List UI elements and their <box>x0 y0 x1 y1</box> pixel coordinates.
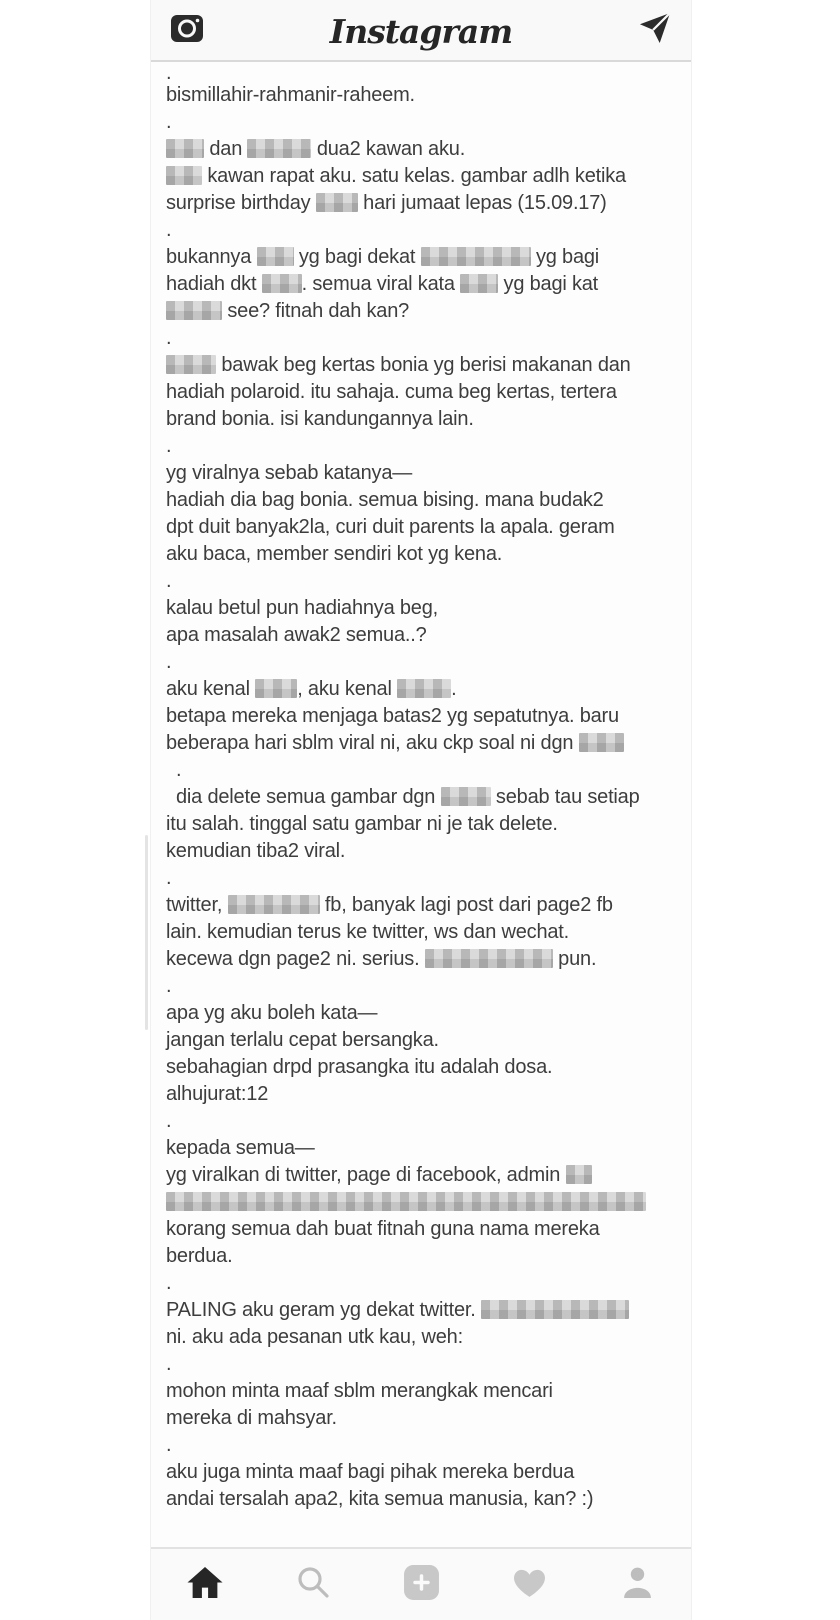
caption-text: andai tersalah apa2, kita semua manusia, kan? :) <box>166 1488 594 1510</box>
caption-line <box>166 784 685 811</box>
caption-text: . <box>166 1110 172 1132</box>
caption-text: sebab tau setiap <box>490 786 640 808</box>
censored-name-blur <box>166 1192 646 1211</box>
caption-line <box>166 622 685 649</box>
caption-line <box>166 1081 685 1108</box>
caption-line <box>166 244 685 271</box>
caption-text: pun. <box>552 948 597 970</box>
caption-line <box>166 1243 685 1270</box>
caption-line <box>166 352 685 379</box>
caption-text: . <box>166 651 172 673</box>
caption-text: . <box>166 1272 172 1294</box>
censored-name-blur <box>460 274 498 293</box>
caption-text: beberapa hari sblm viral ni, aku ckp soal ni dgn <box>166 732 579 754</box>
caption-text: . <box>166 327 172 349</box>
caption-line <box>166 1270 685 1297</box>
censored-name-blur <box>166 301 222 320</box>
caption-text: sebahagian drpd prasangka itu adalah dosa. <box>166 1056 553 1078</box>
censored-name-blur <box>257 247 294 266</box>
caption-line <box>166 676 685 703</box>
top-nav-bar <box>151 0 691 62</box>
caption-line <box>166 163 685 190</box>
caption-line <box>166 1432 685 1459</box>
censored-name-blur <box>166 166 202 185</box>
caption-line <box>166 460 685 487</box>
caption-line <box>166 1027 685 1054</box>
censored-name-blur <box>316 193 358 212</box>
caption-line <box>166 973 685 1000</box>
caption-text: . <box>166 975 172 997</box>
caption-text: dia delete semua gambar dgn <box>176 786 441 808</box>
caption-text: hadiah polaroid. itu sahaja. cuma beg kertas, tertera <box>166 381 617 403</box>
caption-text: yg bagi dekat <box>293 246 421 268</box>
caption-line <box>166 730 685 757</box>
censored-name-blur <box>425 949 553 968</box>
instagram-app <box>150 0 692 1620</box>
censored-name-blur <box>481 1300 629 1319</box>
caption-text: lain. kemudian terus ke twitter, ws dan wechat. <box>166 921 570 943</box>
caption-text: kepada semua— <box>166 1137 315 1159</box>
tab-new-post[interactable] <box>367 1549 475 1620</box>
caption-text: aku baca, member sendiri kot yg kena. <box>166 543 503 565</box>
caption-line <box>166 757 685 784</box>
caption-line <box>166 865 685 892</box>
heart-icon <box>511 1566 548 1604</box>
caption-line <box>166 919 685 946</box>
caption-text: kemudian tiba2 viral. <box>166 840 346 862</box>
censored-name-blur <box>441 787 491 806</box>
caption-line <box>166 271 685 298</box>
caption-text: apa yg aku boleh kata— <box>166 1002 378 1024</box>
camera-button[interactable] <box>169 12 205 48</box>
caption-line <box>166 325 685 352</box>
profile-icon <box>621 1565 654 1605</box>
caption-text: jangan terlalu cepat bersangka. <box>166 1029 439 1051</box>
caption-line <box>166 649 685 676</box>
caption-text: , aku kenal <box>297 678 398 700</box>
caption-line <box>166 1054 685 1081</box>
caption-line <box>166 190 685 217</box>
caption-line <box>166 1162 685 1189</box>
caption-text: korang semua dah buat fitnah guna nama mereka <box>166 1218 600 1240</box>
direct-messages-button[interactable] <box>637 12 673 48</box>
caption-line <box>166 1405 685 1432</box>
caption-line <box>166 217 685 244</box>
caption-text: brand bonia. isi kandungannya lain. <box>166 408 474 430</box>
caption-text: dua2 kawan aku. <box>311 138 466 160</box>
caption-line <box>166 703 685 730</box>
tab-search[interactable] <box>259 1549 367 1620</box>
plus-square-icon <box>403 1564 440 1606</box>
caption-line <box>166 1000 685 1027</box>
caption-line <box>166 514 685 541</box>
censored-name-blur <box>247 139 311 158</box>
caption-text: bawak beg kertas bonia yg berisi makanan dan <box>216 354 631 376</box>
caption-text: . <box>166 570 172 592</box>
caption-text: . <box>166 219 172 241</box>
caption-text: yg viralkan di twitter, page di facebook, admin <box>166 1164 566 1186</box>
caption-text: hari jumaat lepas (15.09.17) <box>357 192 607 214</box>
caption-text: bismillahir-rahmanir-raheem. <box>166 84 415 106</box>
caption-line <box>166 62 685 84</box>
search-icon <box>296 1565 330 1604</box>
caption-text: ni. aku ada pesanan utk kau, weh: <box>166 1326 463 1348</box>
caption-text: betapa mereka menjaga batas2 yg sepatutnya. baru <box>166 705 619 727</box>
caption-line <box>166 487 685 514</box>
caption-text: aku kenal <box>166 678 256 700</box>
bottom-tab-bar <box>151 1547 691 1620</box>
caption-text: . <box>166 867 172 889</box>
caption-text: berdua. <box>166 1245 233 1267</box>
caption-text: . <box>166 111 172 133</box>
caption-text: hadiah dia bag bonia. semua bising. mana budak2 <box>166 489 604 511</box>
caption-line <box>166 82 685 109</box>
caption-line <box>166 1486 685 1513</box>
censored-name-blur <box>421 247 531 266</box>
caption-line <box>166 109 685 136</box>
caption-text: yg bagi <box>530 246 600 268</box>
caption-line <box>166 811 685 838</box>
scroll-indicator <box>145 835 148 1030</box>
caption-text: surprise birthday <box>166 192 316 214</box>
caption-text: apa masalah awak2 semua..? <box>166 624 427 646</box>
censored-name-blur <box>566 1165 592 1184</box>
caption-text: fb, banyak lagi post dari page2 fb <box>319 894 613 916</box>
censored-name-blur <box>262 274 302 293</box>
caption-line <box>166 1189 685 1216</box>
caption-text: bukannya <box>166 246 257 268</box>
caption-line <box>166 1351 685 1378</box>
caption-text: mohon minta maaf sblm merangkak mencari <box>166 1380 553 1402</box>
caption-line <box>166 946 685 973</box>
caption-text: hadiah dkt <box>166 273 262 295</box>
caption-line <box>166 568 685 595</box>
censored-name-blur <box>579 733 624 752</box>
caption-line <box>166 1216 685 1243</box>
home-icon <box>186 1566 224 1604</box>
caption-line <box>166 1459 685 1486</box>
caption-text: . <box>166 1434 172 1456</box>
paper-plane-icon <box>639 10 671 51</box>
caption-line <box>166 1297 685 1324</box>
tab-home[interactable] <box>151 1549 259 1620</box>
censored-name-blur <box>228 895 320 914</box>
caption-text: twitter, <box>166 894 228 916</box>
caption-line <box>166 1108 685 1135</box>
caption-text: . <box>166 435 172 457</box>
caption-line <box>166 1135 685 1162</box>
censored-name-blur <box>166 139 204 158</box>
caption-text: dpt duit banyak2la, curi duit parents la apala. geram <box>166 516 615 538</box>
caption-line <box>166 1324 685 1351</box>
post-caption <box>151 62 691 1513</box>
caption-text: itu salah. tinggal satu gambar ni je tak delete. <box>166 813 558 835</box>
caption-text: kawan rapat aku. satu kelas. gambar adlh ketika <box>202 165 626 187</box>
caption-line <box>166 406 685 433</box>
caption-text: see? fitnah dah kan? <box>222 300 410 322</box>
caption-text: . semua viral kata <box>301 273 461 295</box>
caption-text: mereka di mahsyar. <box>166 1407 337 1429</box>
caption-text: PALING aku geram yg dekat twitter. <box>166 1299 481 1321</box>
caption-text: alhujurat:12 <box>166 1083 269 1105</box>
caption-text: . <box>176 759 182 781</box>
caption-text: yg bagi kat <box>498 273 599 295</box>
caption-text: kalau betul pun hadiahnya beg, <box>166 597 439 619</box>
caption-text: . <box>451 678 457 700</box>
caption-text: aku juga minta maaf bagi pihak mereka berdua <box>166 1461 575 1483</box>
censored-name-blur <box>255 679 297 698</box>
caption-line <box>166 379 685 406</box>
caption-text: kecewa dgn page2 ni. serius. <box>166 948 425 970</box>
caption-line <box>166 838 685 865</box>
caption-line <box>166 136 685 163</box>
caption-text: dan <box>204 138 248 160</box>
censored-name-blur <box>397 679 451 698</box>
tab-activity[interactable] <box>475 1549 583 1620</box>
camera-icon <box>170 12 204 48</box>
caption-line <box>166 433 685 460</box>
caption-text: . <box>166 62 172 84</box>
caption-line <box>166 298 685 325</box>
tab-profile[interactable] <box>583 1549 691 1620</box>
caption-line <box>166 892 685 919</box>
caption-text: . <box>166 1353 172 1375</box>
instagram-logo: Instagram <box>329 11 513 51</box>
caption-line <box>166 1378 685 1405</box>
caption-line <box>166 541 685 568</box>
caption-text: yg viralnya sebab katanya— <box>166 462 413 484</box>
censored-name-blur <box>166 355 216 374</box>
caption-line <box>166 595 685 622</box>
